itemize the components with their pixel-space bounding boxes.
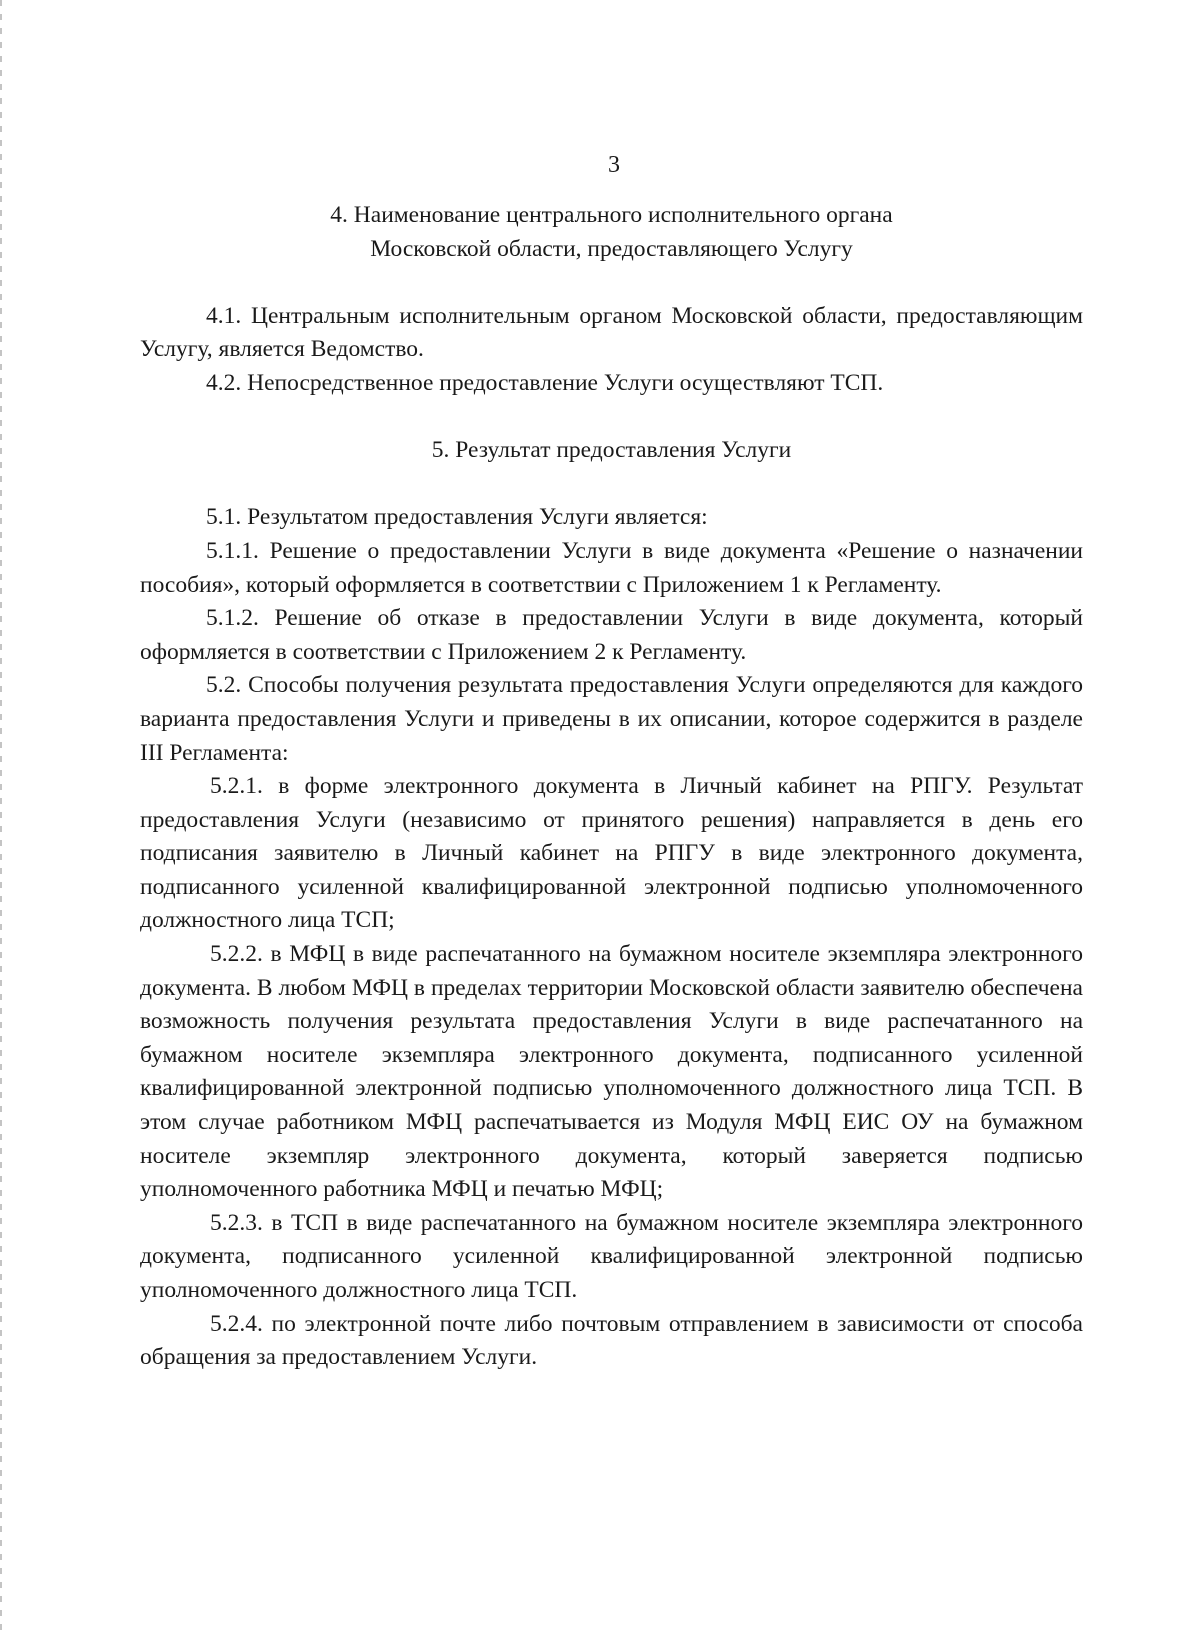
- section-4-heading-line-2: Московской области, предоставляющего Услугу: [370, 235, 853, 262]
- paragraph-5-2: 5.2. Способы получения результата предоставления Услуги определяются для каждого варианта предоставления Услуги и приведены в их описании, которое содержится в разделе III Регламента:: [140, 672, 1083, 766]
- spacer: [140, 401, 1083, 435]
- paragraph-5-2-1: 5.2.1. в форме электронного документа в Личный кабинет на РПГУ. Результат предоставления Услуги (независимо от принятого решения) направляется в день его подписания заявителю в Личный кабинет на РПГУ в виде электронного документа, подписанного усиленной квалифицированной электронной подписью уполномоченного должностного лица ТСП;: [140, 773, 1083, 934]
- spacer: [140, 468, 1083, 502]
- document-body: [140, 199, 1083, 1375]
- section-4-heading-line-1: 4. Наименование центрального исполнительного органа: [330, 202, 893, 228]
- spacer: [140, 266, 1083, 300]
- paragraph-4-2: 4.2. Непосредственное предоставление Услуги осуществляют ТСП.: [206, 369, 884, 396]
- paragraph-5-1-1: 5.1.1. Решение о предоставлении Услуги в виде документа «Решение о назначении пособия», который оформляется в соответствии с Приложением 1 к Регламенту.: [140, 537, 1083, 598]
- paragraph-5-1: 5.1. Результатом предоставления Услуги является:: [206, 504, 708, 531]
- paragraph-5-1-2: 5.1.2. Решение об отказе в предоставлении Услуги в виде документа, который оформляется в соответствии с Приложением 2 к Регламенту.: [140, 605, 1083, 665]
- scan-edge-artifact: [0, 0, 2, 1637]
- page-number: 3: [608, 152, 620, 178]
- paragraph-5-2-2: 5.2.2. в МФЦ в виде распечатанного на бумажном носителе экземпляра электронного документа. В любом МФЦ в пределах территории Московской области заявителю обеспечена возможность получения результата предоставления Услуги в виде распечатанного на бумажном носителе экземпляра электронного документа, подписанного усиленной квалифицированной электронной подписью уполномоченного должностного лица ТСП. В этом случае работником МФЦ распечатывается из Модуля МФЦ ЕИС ОУ на бумажном носителе экземпляр электронного документа, который заверяется подписью уполномоченного работника МФЦ и печатью МФЦ;: [140, 941, 1083, 1203]
- paragraph-4-1: 4.1. Центральным исполнительным органом Московской области, предоставляющим Услугу, является Ведомство.: [140, 302, 1083, 363]
- paragraph-5-2-4: 5.2.4. по электронной почте либо почтовым отправлением в зависимости от способа обращения за предоставлением Услуги.: [140, 1310, 1083, 1371]
- section-5-heading: 5. Результат предоставления Услуги: [431, 437, 792, 464]
- paragraph-5-2-3: 5.2.3. в ТСП в виде распечатанного на бумажном носителе экземпляра электронного документа, подписанного усиленной квалифицированной электронной подписью уполномоченного должностного лица ТСП.: [140, 1209, 1083, 1303]
